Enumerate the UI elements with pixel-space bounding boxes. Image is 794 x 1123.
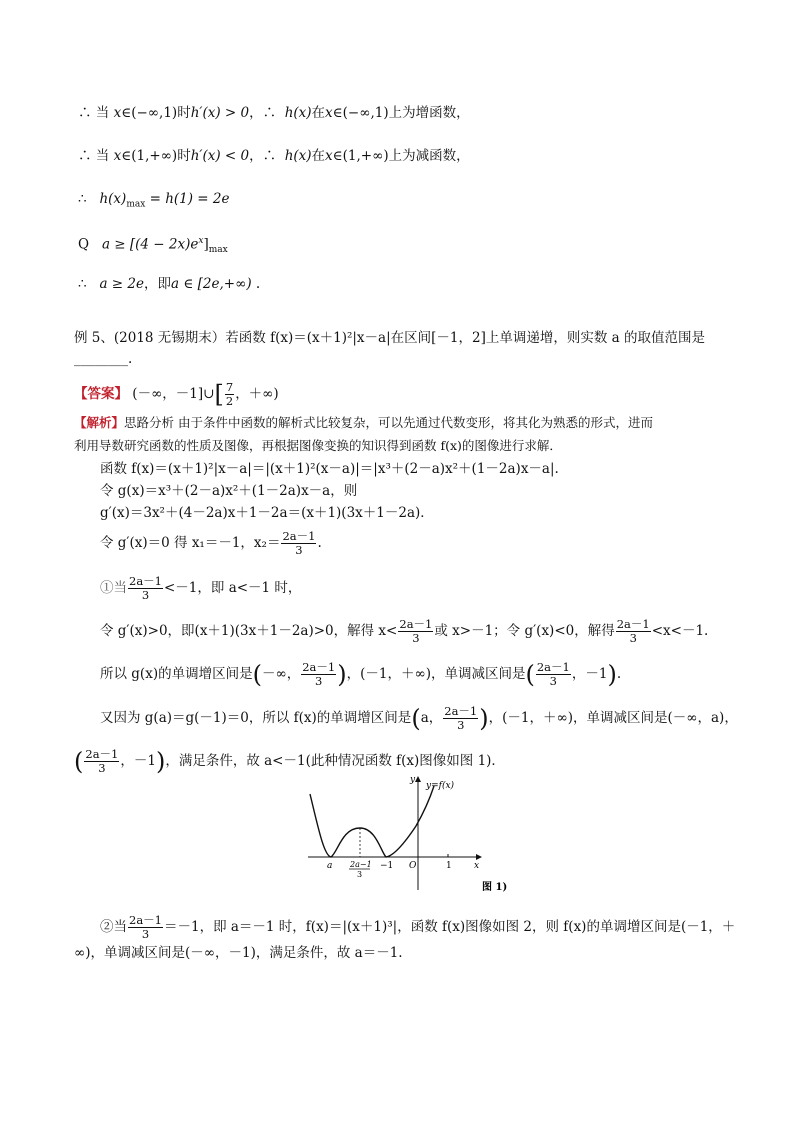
x-axis-arrow	[476, 854, 482, 860]
y-label: y	[410, 775, 416, 785]
proof-line-max: ∴ $h(x)_{max} = h(1) = 2e$	[78, 191, 230, 210]
answer-fraction: $\frac{7}{2}$	[225, 380, 234, 408]
label-frac-num: 2a−1	[350, 860, 372, 869]
label-neg1: −1	[380, 861, 394, 871]
figure-caption: 图 1)	[482, 882, 508, 893]
case-2-heading: ②当 $\frac{2a-1}{3}$ ＝－1，即 a＝－1 时，f(x)＝|(x＋1)³|，函数 f(x)图像如图 2，则 f(x)的单调增区间是(－1，＋	[100, 913, 736, 941]
analysis-tag: 【解析】	[74, 415, 125, 430]
case-2-conclusion: ∞)，单调减区间是(－∞，－1)，满足条件，故 a＝－1.	[74, 945, 403, 961]
figure-1-graph	[300, 772, 530, 894]
analysis-intro-cont: 利用导数研究函数的性质及图像，再根据图像变换的知识得到函数 f(x)的图像进行求解．	[74, 438, 562, 453]
step-define-g: 令 g(x)＝x³＋(2－a)x²＋(1－2a)x－a，则	[100, 483, 358, 499]
answer-line: 【答案】 (－∞，－1]∪[ $\frac{7}{2}$ ，＋∞)	[74, 380, 279, 409]
case-1-heading: ①当 $\frac{2a-1}{3}$ <－1，即 a<－1 时，	[100, 574, 302, 602]
y-axis-arrow	[415, 776, 421, 782]
step-function: 函数 f(x)＝(x＋1)²|x－a|＝|(x＋1)²(x－a)|＝|x³＋(2－a)x²＋(1－2a)x－a|.	[100, 461, 559, 477]
step-roots: 令 g′(x)＝0 得 x₁＝－1，x₂＝ $\frac{2a-1}{3}$ .	[100, 529, 322, 557]
case-1-fx-intervals: 又因为 g(a)＝g(－1)＝0，所以 f(x)的单调增区间是(a， $\frac{2a-1}{3}$ )，(－1，＋∞)，单调减区间是(－∞，a)，	[100, 704, 738, 733]
curve-label: y=f(x)	[426, 781, 455, 791]
step-derivative: g′(x)＝3x²＋(4－2a)x＋1－2a＝(x＋1)(3x＋1－2a)．	[100, 505, 434, 521]
label-one: 1	[446, 861, 452, 871]
case-1-solve: 令 g′(x)>0，即(x＋1)(3x＋1－2a)>0，解得 x< $\frac{2a-1}{3}$ 或 x>－1；令 g′(x)<0，解得 $\frac{2a-1}{3}$ <x<－1.	[100, 617, 709, 645]
label-origin: O	[409, 861, 417, 871]
proof-line-increasing: ∴ 当 x∈(−∞,1)时h′(x) > 0，∴ h(x)在x∈(−∞,1)上为增函数，	[78, 105, 470, 121]
case-1-intervals: 所以 g(x)的单调增区间是(－∞， $\frac{2a-1}{3}$ )，(－1，＋∞)，单调减区间是( $\frac{2a-1}{3}$ ，－1).	[100, 660, 622, 689]
proof-line-conclusion: ∴ a ≥ 2e，即a ∈ [2e,+∞) .	[78, 276, 261, 292]
analysis-intro: 【解析】思路分析 由于条件中函数的解析式比较复杂，可以先通过代数变形，将其化为熟悉的形式，进而	[74, 415, 653, 430]
proof-line-condition: Q $a \ge [(4 - 2x)e^x]_{max}$	[78, 236, 228, 256]
proof-line-decreasing: ∴ 当 x∈(1,+∞)时h′(x) < 0，∴ h(x)在x∈(1,+∞)上为减函数，	[78, 148, 470, 164]
answer-blank: ________.	[74, 351, 133, 367]
label-frac-den: 3	[357, 870, 363, 879]
case-1-conclusion: ( $\frac{2a-1}{3}$ ，－1)，满足条件，故 a<－1(此种情况函数 f(x)图像如图 1)．	[74, 747, 505, 776]
function-curve	[310, 786, 434, 857]
example-statement: 例 5、(2018 无锡期末）若函数 f(x)＝(x＋1)²|x－a|在区间[－1，2]上单调递增，则实数 a 的取值范围是	[74, 330, 705, 346]
answer-tag: 【答案】	[74, 386, 128, 402]
label-a: a	[327, 861, 333, 871]
x-label: x	[474, 861, 480, 871]
